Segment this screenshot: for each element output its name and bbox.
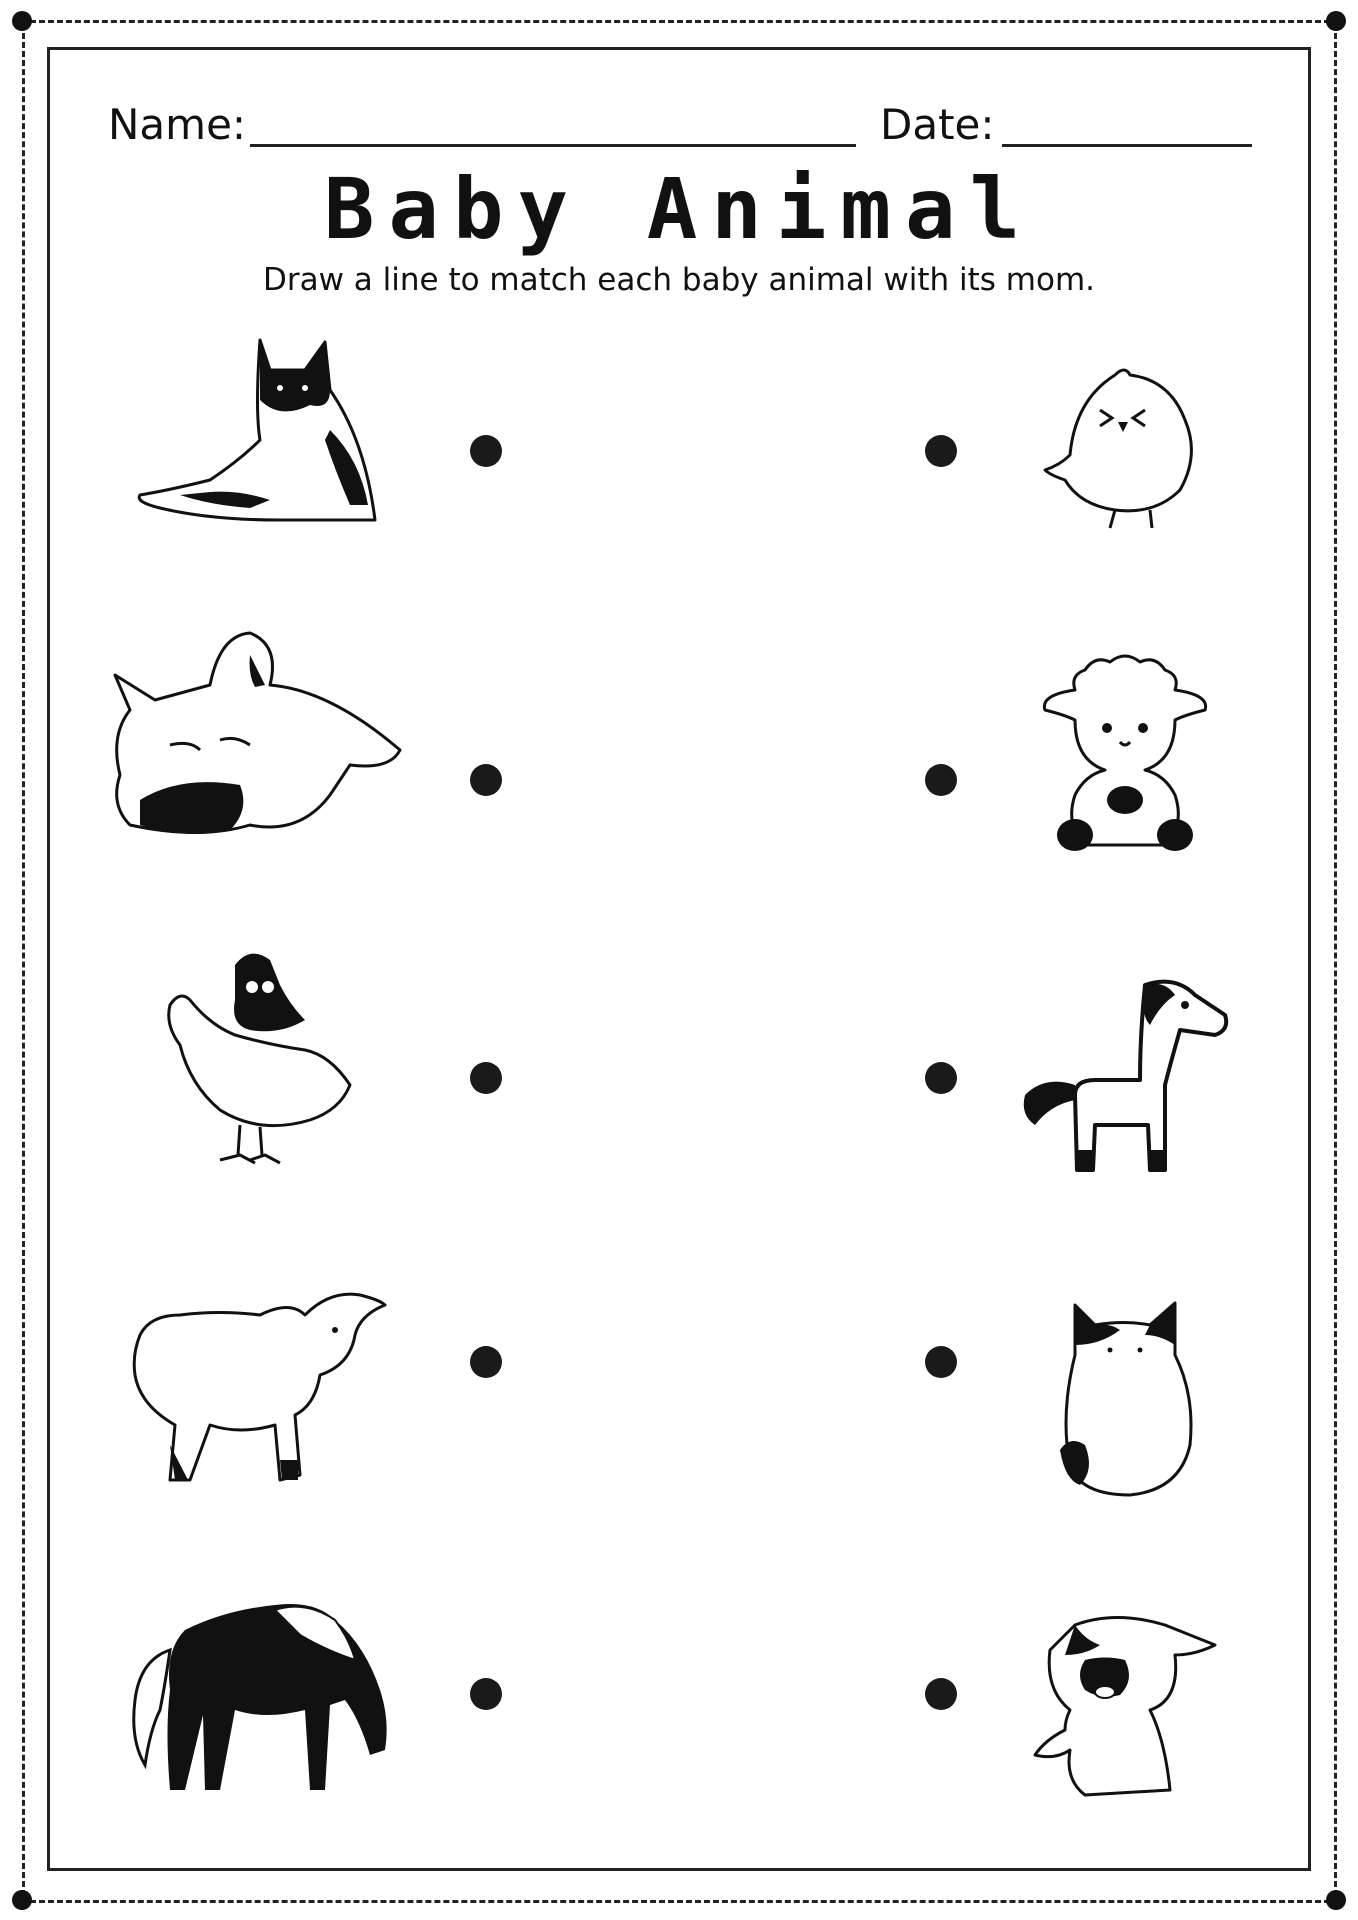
cat-icon: [130, 330, 390, 530]
foal-icon: [1015, 975, 1235, 1180]
corner-dot: [12, 1890, 32, 1910]
match-dot-left-3[interactable]: [470, 1062, 502, 1094]
puppy-icon: [1025, 1610, 1225, 1810]
match-dot-right-2[interactable]: [925, 764, 957, 796]
dashed-border-top: [30, 20, 1330, 23]
match-dot-right-1[interactable]: [925, 435, 957, 467]
name-label: Name:: [108, 100, 247, 149]
match-dot-right-4[interactable]: [925, 1346, 957, 1378]
match-dot-left-5[interactable]: [470, 1678, 502, 1710]
match-dot-left-2[interactable]: [470, 764, 502, 796]
corner-dot: [1326, 11, 1346, 31]
lamb-icon: [1035, 650, 1215, 860]
horse-icon: [125, 1590, 395, 1800]
corner-dot: [1326, 1890, 1346, 1910]
corner-dot: [12, 11, 32, 31]
match-dot-left-1[interactable]: [470, 435, 502, 467]
date-line[interactable]: [1002, 144, 1252, 147]
page-title: Baby Animal: [323, 160, 1035, 258]
match-dot-left-4[interactable]: [470, 1346, 502, 1378]
dashed-border-bottom: [30, 1900, 1330, 1903]
instruction-text: Draw a line to match each baby animal with its mom.: [262, 262, 1096, 298]
match-dot-right-5[interactable]: [925, 1678, 957, 1710]
sheep-icon: [130, 1275, 390, 1495]
match-dot-right-3[interactable]: [925, 1062, 957, 1094]
date-label: Date:: [880, 100, 995, 149]
dashed-border-left: [22, 24, 25, 1896]
hen-icon: [160, 945, 360, 1175]
dashed-border-right: [1334, 24, 1337, 1896]
chick-icon: [1040, 360, 1210, 530]
name-line[interactable]: [250, 144, 856, 147]
dog-icon: [100, 625, 420, 855]
kitten-icon: [1050, 1295, 1200, 1500]
